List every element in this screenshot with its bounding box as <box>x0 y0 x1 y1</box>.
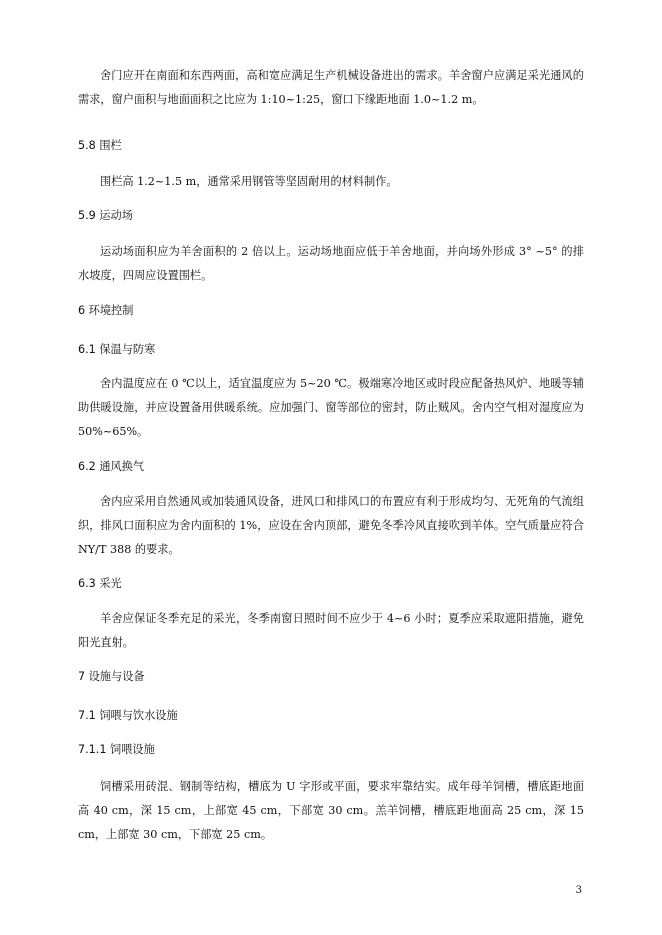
paragraph-ventilation: 舍内应采用自然通风或加装通风设备，进风口和排风口的布置应有利于形成均匀、无死角的气流组织，排风口面积应为舍内面积的 1%，应设在舍内顶部，避免冬季冷风直接吹到羊体。空气质量应符合 NY/T 388 的要求。 <box>78 495 584 556</box>
heading-7-1-1: 7.1.1 饲喂设施 <box>78 743 155 756</box>
paragraph-fence: 围栏高 1.2~1.5 m，通常采用钢管等坚固耐用的材料制作。 <box>100 175 398 188</box>
heading-7-1: 7.1 饲喂与饮水设施 <box>78 709 178 722</box>
heading-6-3: 6.3 采光 <box>78 577 122 590</box>
heading-6-2: 6.2 通风换气 <box>78 460 145 473</box>
heading-6: 6 环境控制 <box>78 304 134 317</box>
heading-6-1: 6.1 保温与防寒 <box>78 343 156 356</box>
paragraph-door-window: 舍门应开在南面和东西两面，高和宽应满足生产机械设备进出的需求。羊舍窗户应满足采光通风的需求，窗户面积与地面面积之比应为 1:10~1:25，窗口下缘距地面 1.0~1.2 m。 <box>78 69 584 106</box>
heading-5-8: 5.8 围栏 <box>78 139 122 152</box>
heading-5-9: 5.9 运动场 <box>78 209 133 222</box>
heading-7: 7 设施与设备 <box>78 670 145 683</box>
paragraph-playground: 运动场面积应为羊舍面积的 2 倍以上。运动场地面应低于羊舍地面，并向场外形成 3° ~5° 的排水坡度，四周应设置围栏。 <box>78 245 584 282</box>
paragraph-lighting: 羊舍应保证冬季充足的采光，冬季南窗日照时间不应少于 4~6 小时；夏季应采取遮阳措施，避免阳光直射。 <box>78 612 584 649</box>
paragraph-feeding: 饲槽采用砖混、钢制等结构，槽底为 U 字形或平面，要求牢靠结实。成年母羊饲槽，槽底距地面高 40 cm，深 15 cm，上部宽 45 cm，下部宽 30 cm。羔羊饲槽，槽底距地面高 25 cm，深 15 cm，上部宽 30 cm，下部宽 25 cm。 <box>78 780 584 841</box>
paragraph-warmth: 舍内温度应在 0 ℃以上，适宜温度应为 5~20 ℃。极端寒冷地区或时段应配备热风炉、地暖等辅助供暖设施，并应设置备用供暖系统。应加强门、窗等部位的密封，防止贼风。舍内空气相对湿度应为 50%~65%。 <box>78 377 584 438</box>
page-number: 3 <box>575 885 582 896</box>
